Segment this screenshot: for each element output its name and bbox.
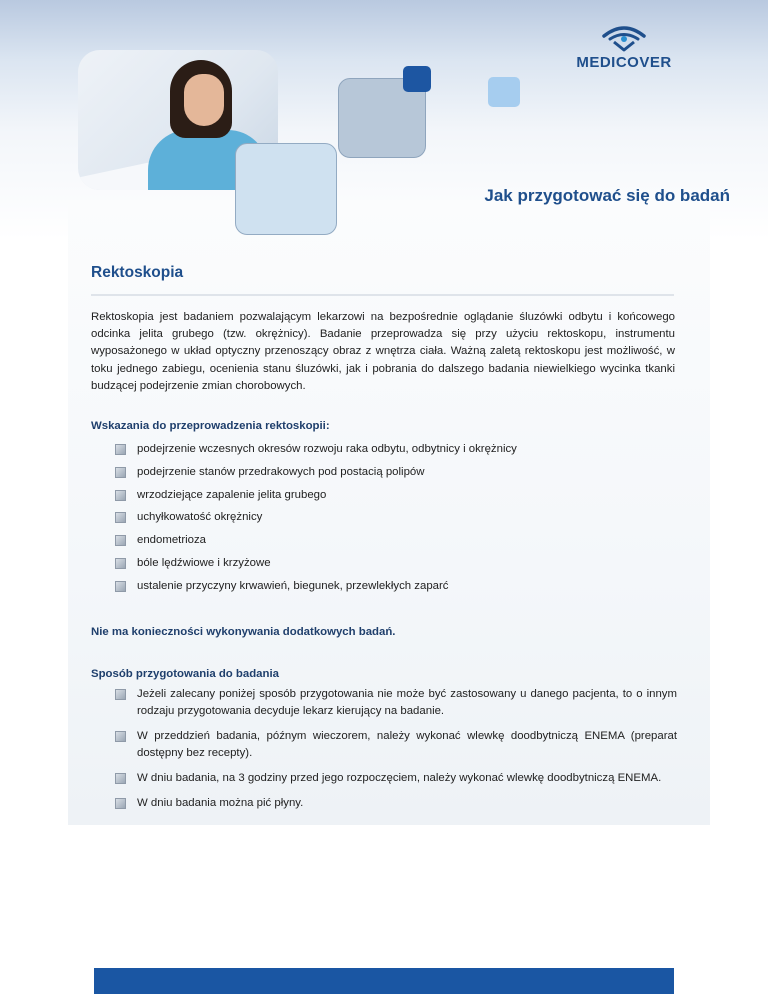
prep-heading: Sposób przygotowania do badania [91,668,279,680]
square-bullet-icon [115,558,126,569]
article-title: Rektoskopia [91,264,184,281]
square-bullet-icon [115,731,126,742]
list-item: uchyłkowatość okrężnicy [115,509,677,532]
list-item: W dniu badania można pić płyny. [115,795,677,812]
footer-bar [94,968,674,994]
square-bullet-icon [115,467,126,478]
indications-list [115,441,677,601]
list-item: W dniu badania, na 3 godziny przed jego rozpoczęciem, należy wykonać wlewkę doodbytniczą ENEMA. [115,770,677,787]
decorative-square [235,143,337,235]
square-bullet-icon [115,689,126,700]
prep-steps-list [115,686,677,820]
list-item: endometrioza [115,532,677,555]
square-bullet-icon [115,581,126,592]
square-bullet-icon [115,490,126,501]
square-bullet-icon [115,444,126,455]
page-subtitle: Jak przygotować się do badań [484,186,730,205]
intro-paragraph: Rektoskopia jest badaniem pozwalającym lekarzowi na bezpośrednie oglądanie śluzówki odbytu i końcowego odcinka jelita grubego (tzw. okrężnicy). Badanie przeprowadza się przy użyciu rektoskopu, instrumentu wyposażonego w układ optyczny przenoszący obraz z wnętrza ciała. Ważną zaletą rektoskopu jest możliwość, w toku jednego zabiegu, ocenienia stanu śluzówki, jak i pobrania do dalszego badania niewielkiego wycinka tkanki budzącej podejrzenie zmian chorobowych. [91,311,675,392]
square-bullet-icon [115,798,126,809]
list-item: podejrzenie stanów przedrakowych pod postacią polipów [115,464,677,487]
square-bullet-icon [115,512,126,523]
title-divider [91,294,674,296]
list-item: podejrzenie wczesnych okresów rozwoju raka odbytu, odbytnicy i okrężnicy [115,441,677,464]
list-item: Jeżeli zalecany poniżej sposób przygotowania nie może być zastosowany u danego pacjenta, to o innym rodzaju przygotowania decyduje lekarz kierujący na badanie. [115,686,677,720]
list-item: ustalenie przyczyny krwawień, biegunek, przewlekłych zaparć [115,578,677,601]
decorative-square [403,66,431,92]
medicover-logo [572,22,676,74]
square-bullet-icon [115,773,126,784]
no-tests-note: Nie ma konieczności wykonywania dodatkowych badań. [91,626,396,638]
logo-text: MEDICOVER [576,54,672,71]
list-item: wrzodziejące zapalenie jelita grubego [115,487,677,510]
square-bullet-icon [115,535,126,546]
list-item: bóle lędźwiowe i krzyżowe [115,555,677,578]
decorative-square [488,77,520,107]
indications-heading: Wskazania do przeprowadzenia rektoskopii: [91,420,330,432]
list-item: W przeddzień badania, późnym wieczorem, należy wykonać wlewkę doodbytniczą ENEMA (preparat dostępny bez recepty). [115,728,677,762]
medicover-logo-icon [600,22,648,52]
